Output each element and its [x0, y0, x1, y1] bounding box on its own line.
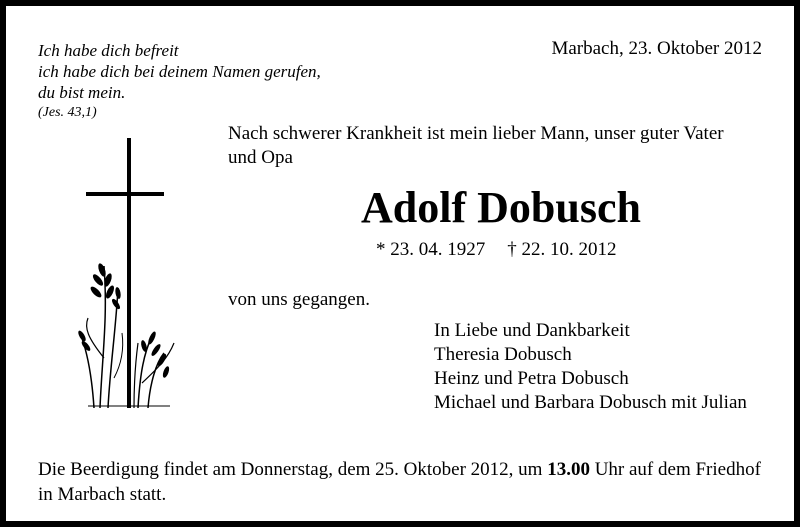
cross-with-wheat-icon [78, 138, 178, 410]
passed-text: von uns gegangen. [228, 289, 370, 310]
mourner-line: Heinz und Petra Dobusch [434, 368, 629, 389]
verse-line-2: ich habe dich bei deinem Namen gerufen, [38, 62, 321, 81]
verse-reference: (Jes. 43,1) [38, 105, 97, 120]
mourners-list [434, 319, 747, 415]
intro-line-2: und Opa [228, 147, 293, 168]
birth-date: * 23. 04. 1927 [376, 239, 486, 260]
funeral-notice [38, 457, 778, 507]
life-dates [376, 239, 617, 261]
bible-verse [38, 40, 321, 123]
verse-line-3: du bist mein. [38, 83, 126, 102]
verse-line-1: Ich habe dich befreit [38, 41, 179, 60]
mourner-line: Theresia Dobusch [434, 344, 572, 365]
mourner-line: Michael und Barbara Dobusch mit Julian [434, 392, 747, 413]
deceased-name: Adolf Dobusch [361, 183, 641, 232]
mourner-line: In Liebe und Dankbarkeit [434, 320, 630, 341]
death-date: † 22. 10. 2012 [507, 239, 617, 260]
funeral-text-end: Uhr auf dem Friedhof in Marbach statt. [38, 459, 761, 505]
place-date: Marbach, 23. Oktober 2012 [551, 38, 762, 59]
intro-line-1: Nach schwerer Krankheit ist mein lieber Mann, unser guter Vater [228, 123, 724, 144]
funeral-time: 13.00 [547, 459, 590, 480]
intro-text [228, 122, 724, 170]
funeral-text-start: Die Beerdigung findet am Donnerstag, dem 25. Oktober 2012, um [38, 459, 548, 480]
